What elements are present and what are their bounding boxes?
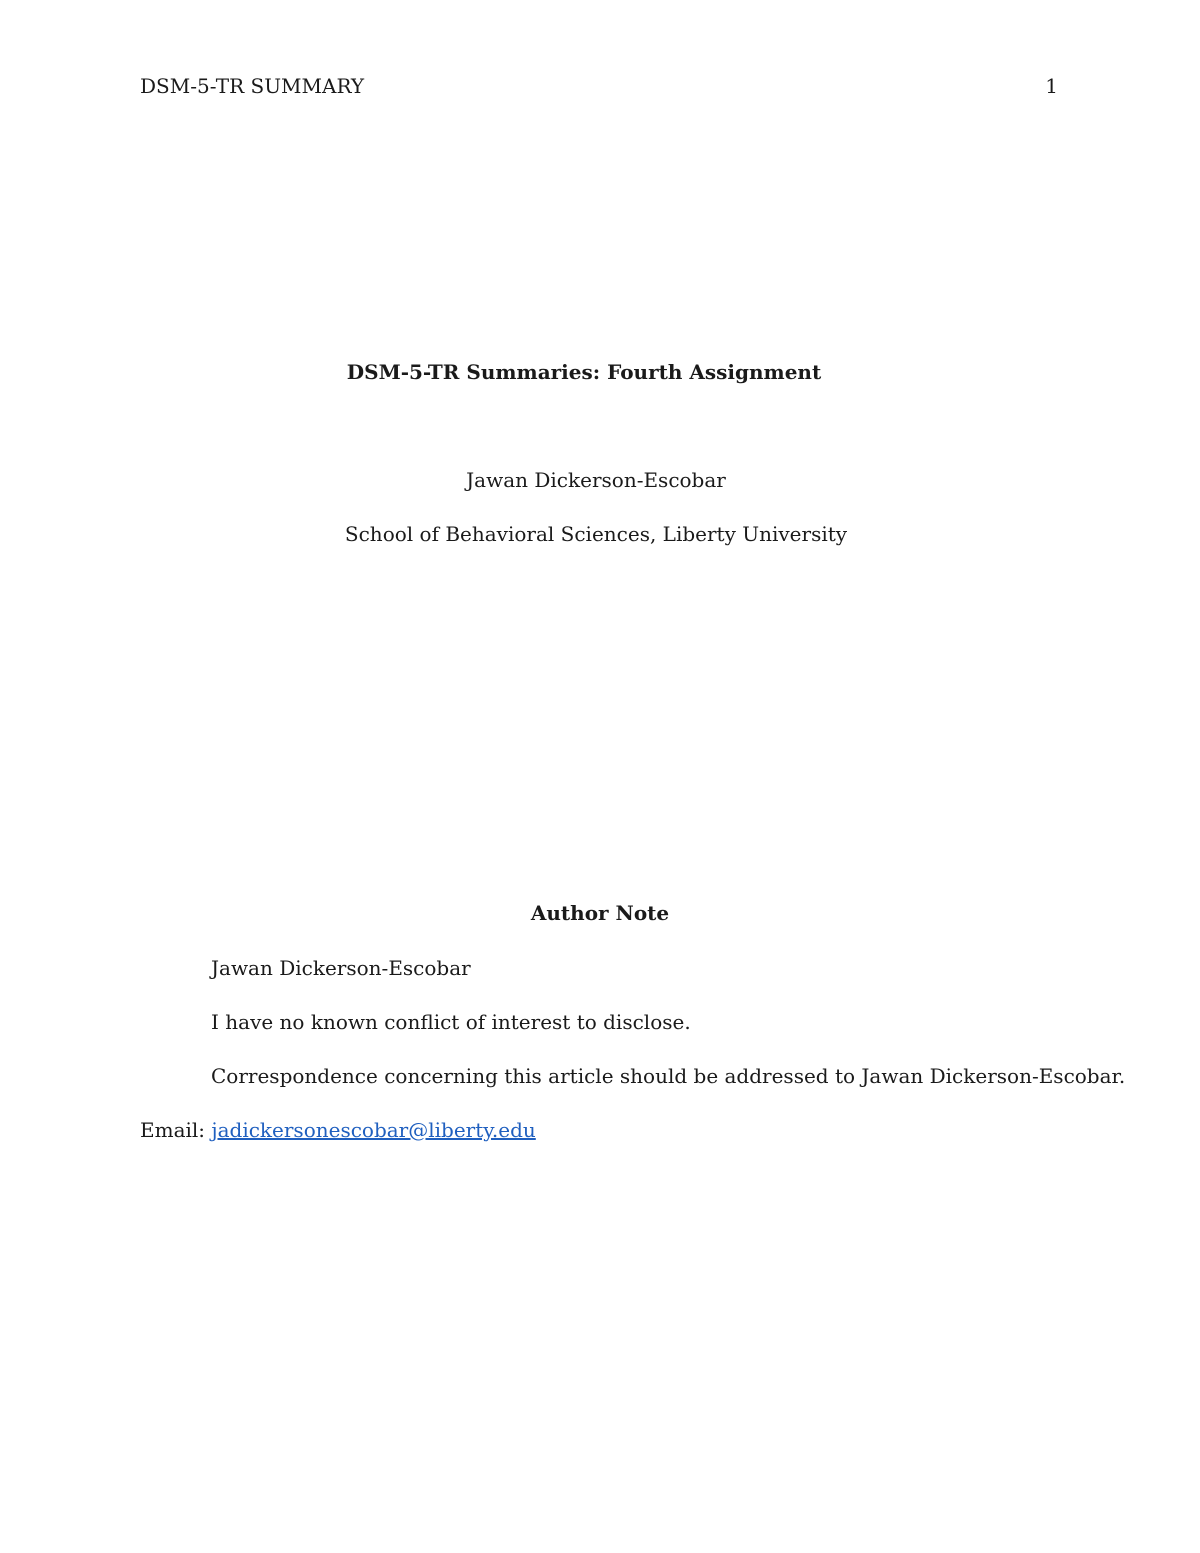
author-note-name: Jawan Dickerson-Escobar [211, 956, 471, 980]
email-link[interactable]: jadickersonescobar@liberty.edu [211, 1118, 536, 1142]
paper-title: DSM-5-TR Summaries: Fourth Assignment [346, 360, 822, 384]
email-line [140, 1118, 536, 1142]
author-name: Jawan Dickerson-Escobar [466, 468, 726, 492]
author-affiliation: School of Behavioral Sciences, Liberty University [344, 522, 848, 546]
email-label: Email: [140, 1118, 212, 1142]
page-number: 1 [1045, 74, 1058, 98]
author-note-correspondence: Correspondence concerning this article should be addressed to Jawan Dickerson-Escobar. [211, 1064, 1126, 1088]
running-head: DSM-5-TR SUMMARY [140, 74, 365, 98]
author-note-conflict: I have no known conflict of interest to disclose. [211, 1010, 691, 1034]
author-note-heading: Author Note [530, 901, 670, 925]
